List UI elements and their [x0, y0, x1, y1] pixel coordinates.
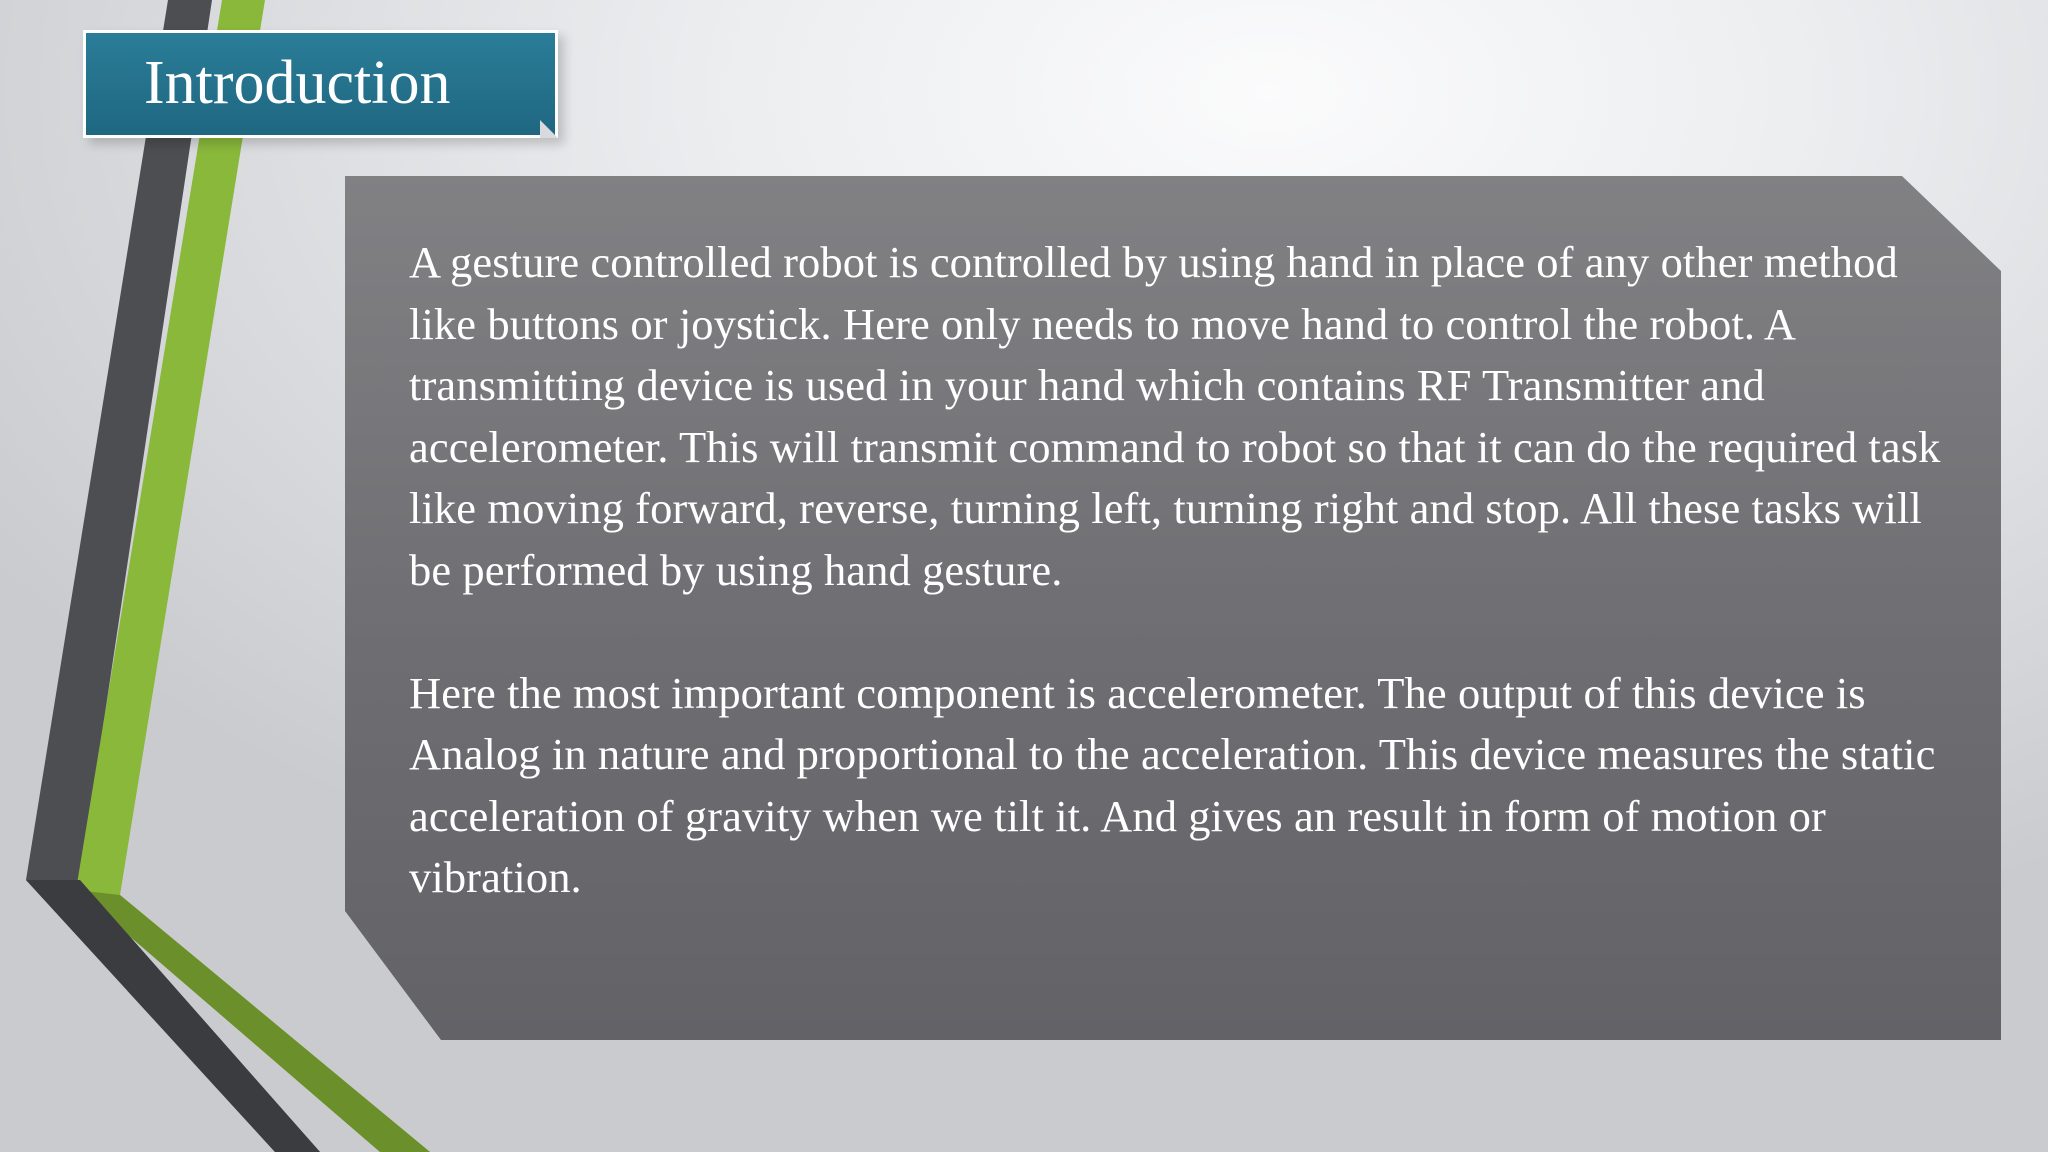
dark-stripe: [26, 0, 320, 1152]
slide-title: Introduction: [83, 30, 558, 138]
slide-body: [409, 232, 1969, 909]
title-corner-fold: [540, 120, 558, 138]
paragraph-1: A gesture controlled robot is controlled by using hand in place of any other method like buttons or joystick. Here only needs to move hand to control the robot. A transmitting device is used in your hand which contains RF Transmitter and accelerometer. This will transmit command to robot so that it can do the required task like moving forward, reverse, turning left, turning right and stop. All these tasks will be performed by using hand gesture.: [409, 237, 1941, 595]
paragraph-2: Here the most important component is accelerometer. The output of this device is Analog in nature and proportional to the acceleration. This device measures the static acceleration of gravity when we tilt it. And gives an result in form of motion or vibration.: [409, 667, 1936, 902]
dark-stripe-shade: [26, 880, 320, 1152]
